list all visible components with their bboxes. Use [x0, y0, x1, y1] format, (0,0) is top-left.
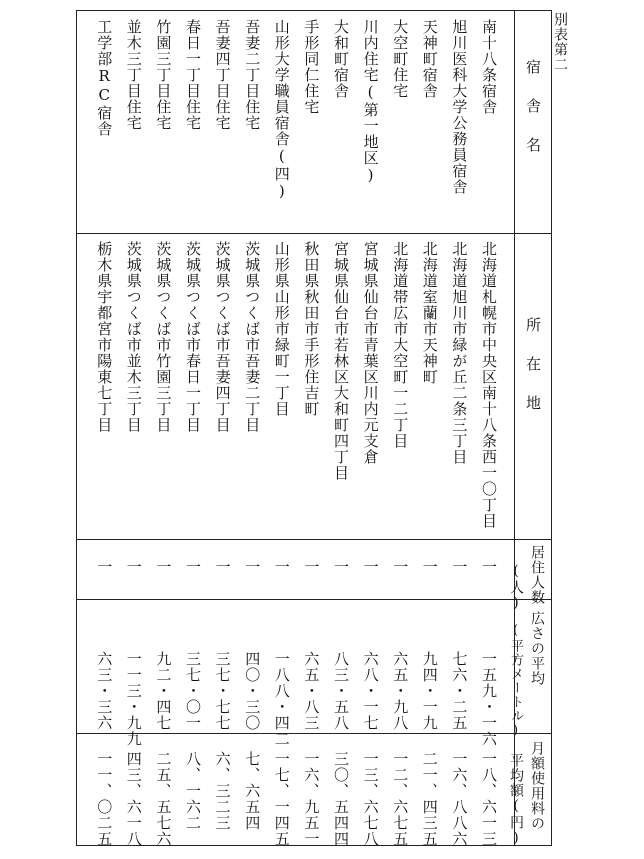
cell-fee: 六、三二三 [213, 751, 232, 831]
cell-residents: 一 [332, 559, 350, 575]
cell-residents: 一 [243, 559, 262, 575]
header-area-line2: (平方メートル) [508, 623, 523, 739]
housing-table [76, 10, 552, 846]
header-area-line1: 広さの平均 [529, 611, 545, 686]
cell-name: 吾妻二丁目住宅 [243, 19, 262, 131]
cell-area: 四〇・三〇 [243, 651, 262, 731]
cell-area: 六八・一七 [361, 651, 380, 731]
cell-name: 天神町宿舎 [420, 19, 439, 99]
cell-residents: 一 [124, 559, 143, 575]
cell-area: 一五九・一六 [480, 651, 498, 747]
cell-location: 北海道室蘭市天神町 [420, 241, 439, 385]
cell-fee: 一七、一四五 [272, 751, 291, 847]
cell-fee: 七、六五四 [243, 751, 262, 831]
cell-residents: 一 [95, 559, 114, 575]
cell-name: 竹園三丁目住宅 [154, 19, 173, 131]
cell-area: 一一三・九九 [124, 651, 143, 747]
cell-location: 山形県山形市緑町一丁目 [272, 241, 291, 417]
cell-fee: 二五、五七六 [154, 751, 173, 847]
cell-location: 茨城県つくば市春日一丁目 [184, 241, 202, 433]
cell-area: 一八八・四二 [272, 651, 291, 747]
cell-area: 七六・二五 [450, 651, 469, 731]
cell-location: 茨城県つくば市吾妻四丁目 [213, 241, 232, 433]
divider-residents-area [77, 599, 551, 600]
cell-location: 宮城県仙台市若林区大和町四丁目 [332, 241, 350, 481]
header-name: 宿舎名 [524, 59, 542, 176]
cell-location: 茨城県つくば市竹園三丁目 [154, 241, 173, 433]
cell-residents: 一 [213, 559, 232, 575]
cell-residents: 一 [420, 559, 439, 575]
cell-area: 九二・四七 [154, 651, 173, 731]
cell-residents: 一 [302, 559, 321, 575]
cell-name: 山形大学職員宿舎(四) [272, 19, 291, 201]
cell-name: 手形同仁住宅 [302, 19, 321, 115]
cell-fee: 一六、八八六 [450, 751, 469, 847]
cell-location: 茨城県つくば市吾妻二丁目 [243, 241, 262, 433]
cell-name: 並木三丁目住宅 [124, 19, 143, 131]
cell-location: 北海道帯広市大空町一二丁目 [391, 241, 410, 449]
cell-name: 春日一丁目住宅 [184, 19, 202, 131]
divider-location-residents [77, 539, 551, 540]
cell-name: 大和町宿舎 [332, 19, 350, 99]
cell-residents: 一 [184, 559, 202, 575]
cell-name: 川内住宅(第一地区) [361, 19, 380, 185]
cell-location: 秋田県秋田市手形住吉町 [302, 241, 321, 417]
cell-area: 六三・三六 [95, 651, 114, 731]
cell-area: 三七・七七 [213, 651, 232, 731]
cell-name: 工学部RC宿舎 [95, 19, 114, 137]
cell-name: 大空町住宅 [391, 19, 410, 99]
header-fee-line1: 月額使用料の [529, 741, 545, 831]
cell-area: 九四・一九 [420, 651, 439, 731]
cell-residents: 一 [361, 559, 380, 575]
cell-name: 南十八条宿舎 [480, 19, 498, 115]
cell-fee: 八、一六二 [184, 751, 202, 831]
cell-residents: 一 [480, 559, 498, 575]
cell-residents: 一 [154, 559, 173, 575]
cell-fee: 一一、〇二五 [95, 751, 114, 847]
divider-name-location [77, 233, 551, 234]
cell-area: 三七・〇一 [184, 651, 202, 731]
cell-residents: 一 [450, 559, 469, 575]
cell-area: 六五・九八 [391, 651, 410, 731]
cell-location: 宮城県仙台市青葉区川内元支倉 [361, 241, 380, 465]
header-residents-line2: (人) [508, 563, 524, 612]
cell-location: 茨城県つくば市並木三丁目 [124, 241, 143, 433]
cell-residents: 一 [391, 559, 410, 575]
cell-fee: 一三、六七八 [361, 751, 380, 847]
cell-residents: 一 [272, 559, 291, 575]
cell-area: 八三・五八 [332, 651, 350, 731]
table-title: 別表第二 [552, 12, 568, 72]
header-fee-line2: 平均額(円) [508, 753, 524, 847]
cell-fee: 一二、六七五 [391, 751, 410, 847]
cell-fee: 一八、六一三 [480, 751, 498, 847]
cell-location: 北海道旭川市緑が丘二条三丁目 [450, 241, 469, 465]
cell-fee: 二一、四三五 [420, 751, 439, 847]
cell-location: 北海道札幌市中央区南十八条西一〇丁目 [480, 241, 498, 529]
cell-area: 六五・八三 [302, 651, 321, 731]
header-location: 所在地 [524, 317, 542, 434]
cell-fee: 一六、九五一 [302, 751, 321, 847]
cell-location: 栃木県宇都宮市陽東七丁目 [95, 241, 114, 433]
cell-fee: 三〇、五四四 [332, 751, 350, 847]
cell-fee: 四三、六一八 [124, 751, 143, 847]
cell-name: 旭川医科大学公務員宿舎 [450, 19, 469, 195]
cell-name: 吾妻四丁目住宅 [213, 19, 232, 131]
header-residents-line1: 居住人数 [529, 545, 545, 605]
